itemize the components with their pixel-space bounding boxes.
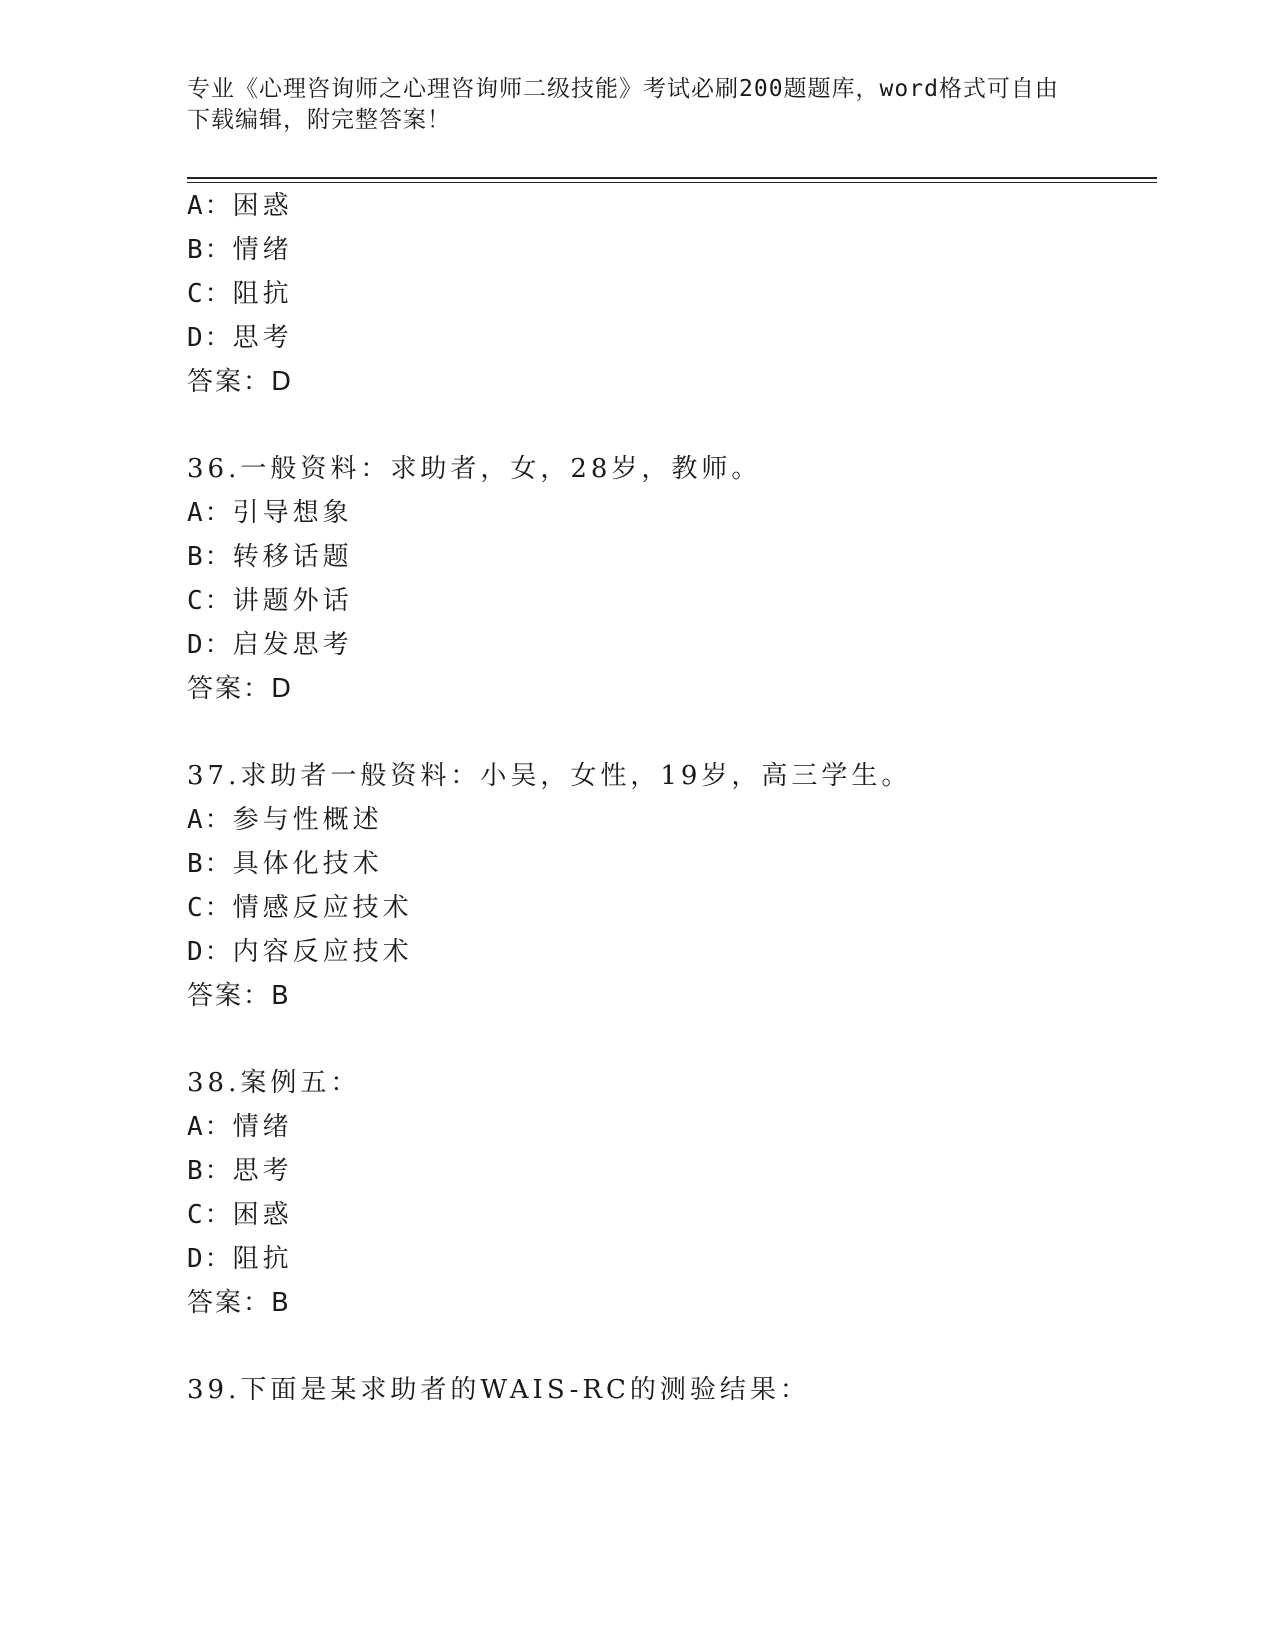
question-stem: 36.一般资料：求助者，女，28岁，教师。: [187, 454, 762, 484]
option-a: A：参与性概述: [187, 805, 383, 835]
answer-line: 答案：D: [187, 367, 294, 397]
document-header: 专业《心理咨询师之心理咨询师二级技能》考试必刷200题题库，word格式可自由下载编辑，附完整答案！: [187, 76, 1059, 133]
option-a: A：引导想象: [187, 498, 353, 528]
header-rule-thin: [187, 182, 1157, 183]
option-a: A：情绪: [187, 1112, 293, 1142]
option-b: B：情绪: [187, 235, 293, 265]
answer-line: 答案：D: [187, 674, 294, 704]
option-a: A：困惑: [187, 191, 293, 221]
option-d: D：启发思考: [187, 630, 353, 660]
option-d: D：阻抗: [187, 1244, 293, 1274]
question-stem: 38.案例五：: [187, 1068, 361, 1098]
option-d: D：内容反应技术: [187, 937, 413, 967]
answer-line: 答案：B: [187, 1288, 291, 1318]
option-c: C：情感反应技术: [187, 893, 413, 923]
option-b: B：思考: [187, 1156, 293, 1186]
option-b: B：具体化技术: [187, 849, 383, 879]
option-c: C：困惑: [187, 1200, 293, 1230]
header-rule-thick: [187, 177, 1157, 179]
option-c: C：阻抗: [187, 279, 293, 309]
answer-line: 答案：B: [187, 981, 291, 1011]
option-c: C：讲题外话: [187, 586, 353, 616]
option-b: B：转移话题: [187, 542, 353, 572]
question-stem: 37.求助者一般资料：小吴，女性，19岁，高三学生。: [187, 761, 912, 791]
question-stem: 39.下面是某求助者的WAIS-RC的测验结果：: [187, 1375, 810, 1405]
option-d: D：思考: [187, 323, 293, 353]
